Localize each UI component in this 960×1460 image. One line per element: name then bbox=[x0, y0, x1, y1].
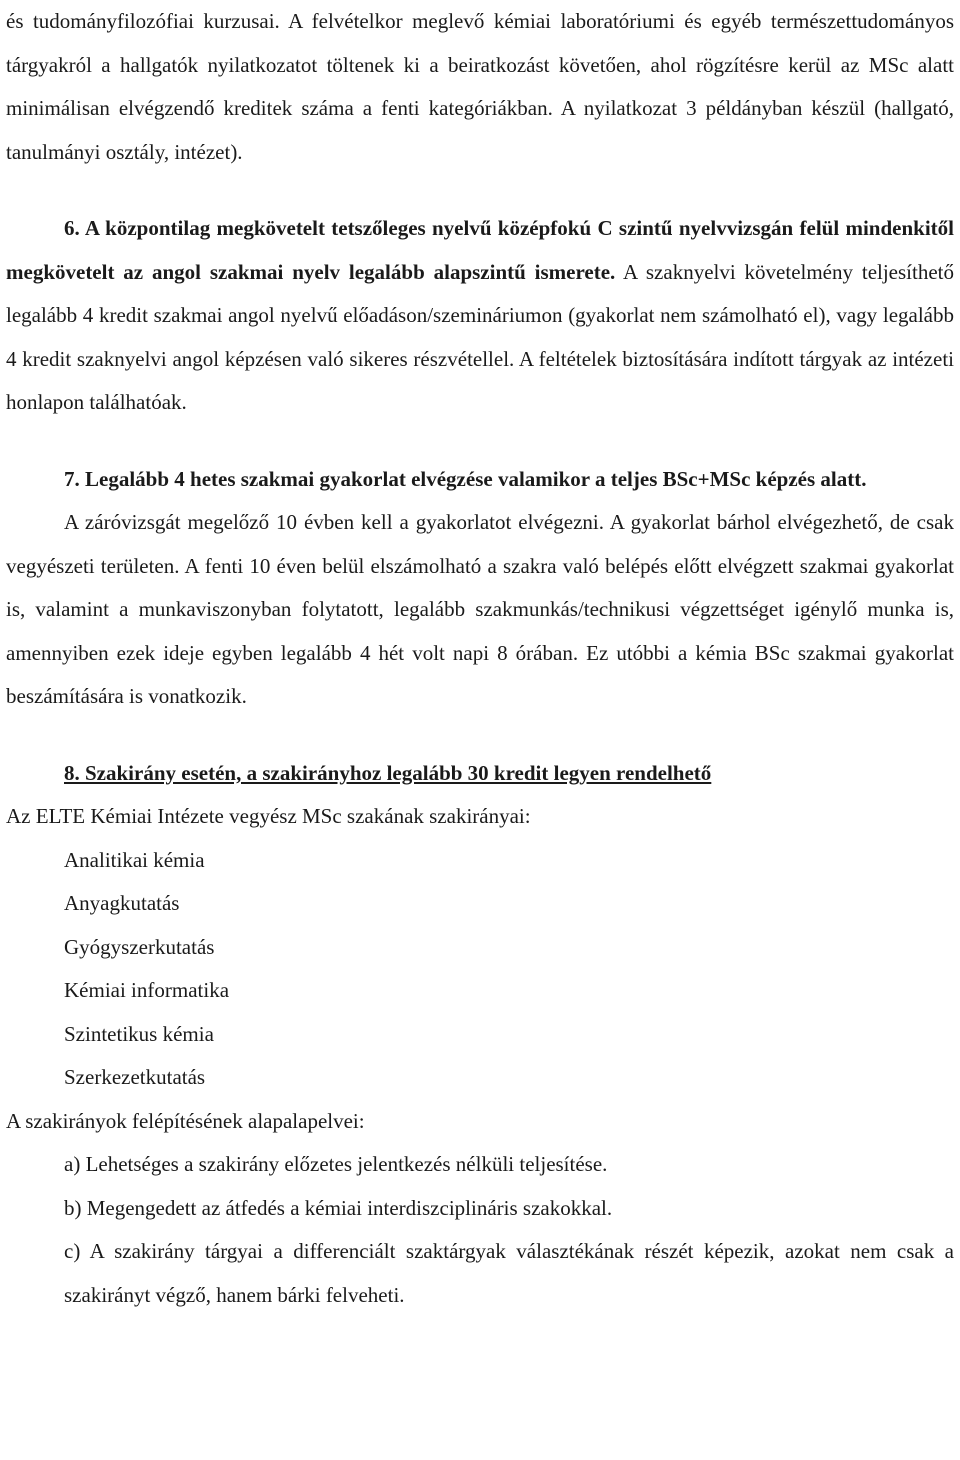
intro-text-start: és tudományfilozófiai kurzusai. bbox=[6, 9, 280, 33]
spacer bbox=[6, 719, 954, 752]
list-item: Gyógyszerkutatás bbox=[64, 934, 215, 959]
section-7-heading-paragraph bbox=[6, 458, 954, 502]
list-item: Anyagkutatás bbox=[64, 891, 180, 915]
list-item: Szintetikus kémia bbox=[64, 1021, 214, 1046]
section-6-body-text: A szaknyelvi követelmény teljesíthető legalább 4 kredit szakmai angol nyelvű előadáson/szemináriumon (gyakorlat nem számolható el), vagy legalább 4 kredit szaknyelvi angol képzésen való sikeres részvétellel. A feltételek biztosítására indított tárgyak az intézeti honlapon találhatóak. bbox=[6, 259, 954, 414]
document-page bbox=[6, 0, 954, 1317]
spacer bbox=[6, 425, 954, 458]
section-6-heading: 6. A központilag megkövetelt tetszőleges nyelvű középfokú C szintű nyelvvizsgán felül mindenkitől megkövetelt az angol szakmai nyelv legalább alapszintű ismerete. bbox=[6, 216, 954, 284]
spacer bbox=[6, 174, 954, 207]
list-item: Szerkezetkutatás bbox=[64, 1065, 206, 1089]
specialization-list bbox=[6, 839, 954, 1100]
principles-intro: A szakirányok felépítésének alapalapelvei: bbox=[6, 1108, 365, 1133]
intro-text-rest: A felvételkor meglevő kémiai laboratóriumi és egyéb természettudományos tárgyakról a hallgatók nyilatkozatot töltenek ki a beiratkozást követően, ahol rögzítésre kerül az MSc alatt minimálisan elvégzendő kreditek száma a fenti kategóriákban. A nyilatkozat 3 példányban készül (hallgató, tanulmányi osztály, intézet). bbox=[6, 9, 954, 164]
section-7-heading: 7. Legalább 4 hetes szakmai gyakorlat elvégzése valamikor a teljes BSc+MSc képzés alatt. bbox=[64, 466, 867, 491]
section-8-heading-line bbox=[6, 752, 954, 796]
intro-paragraph bbox=[6, 0, 954, 174]
section-6-paragraph bbox=[6, 207, 954, 425]
list-item: c) A szakirány tárgyai a differenciált szaktárgyak választékának részét képezik, azokat nem csak a szakirányt végző, hanem bárki felveheti. bbox=[64, 1239, 954, 1307]
list-item: Kémiai informatika bbox=[64, 978, 230, 1002]
list-item: a) Lehetséges a szakirány előzetes jelentkezés nélküli teljesítése. bbox=[64, 1152, 608, 1176]
section-8-intro: Az ELTE Kémiai Intézete vegyész MSc szakának szakirányai: bbox=[6, 804, 531, 828]
list-item: Analitikai kémia bbox=[64, 847, 205, 872]
section-7-body: A záróvizsgát megelőző 10 évben kell a gyakorlatot elvégezni. A gyakorlat bárhol elvégezhető, de csak vegyészeti területen. A fenti 10 éven belül elszámolható a szakra való belépés előtt elvégzett szakmai gyakorlat is, valamint a munkaviszonyban folytatott, legalább szakmunkás/technikusi végzettséget igénylő munka is, amennyiben ezek ideje egyben legalább 4 hét volt napi 8 órában. Ez utóbbi a kémia BSc szakmai gyakorlat beszámítására is vonatkozik. bbox=[6, 510, 954, 708]
principles-list bbox=[6, 1143, 954, 1317]
list-item: b) Megengedett az átfedés a kémiai interdiszciplináris szakokkal. bbox=[64, 1195, 613, 1220]
section-8-heading: 8. Szakirány esetén, a szakirányhoz legalább 30 kredit legyen rendelhető bbox=[64, 760, 712, 785]
